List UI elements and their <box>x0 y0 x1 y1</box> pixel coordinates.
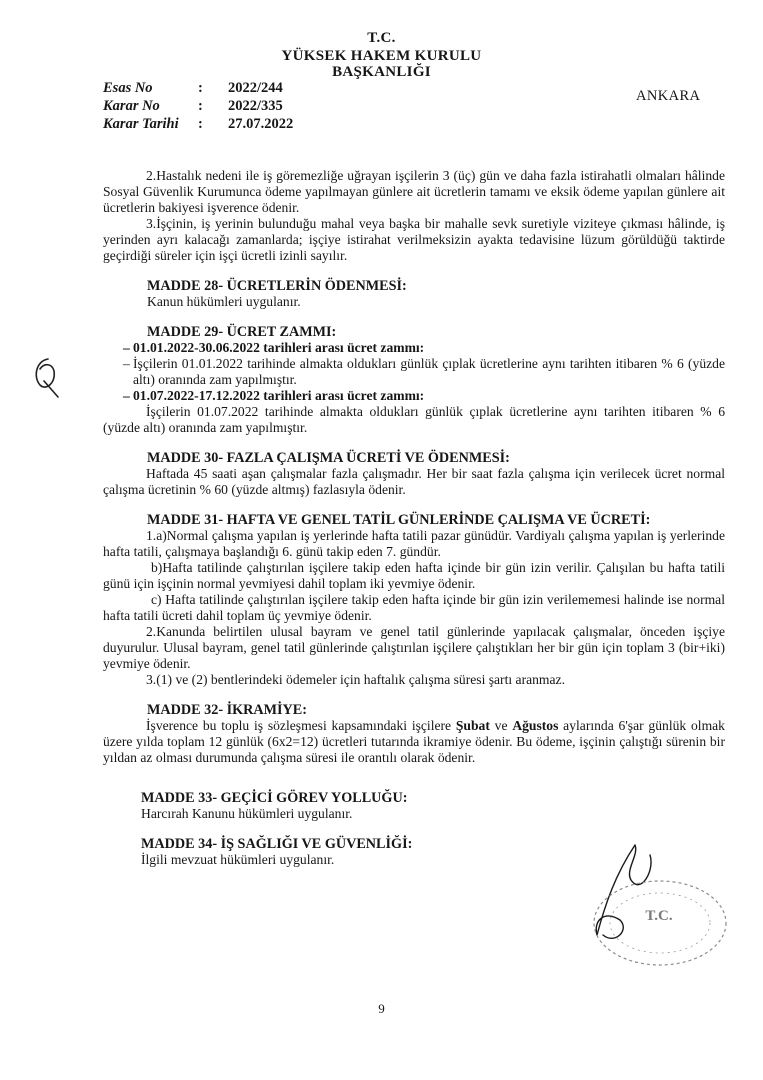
article-29-period-1: – 01.01.2022-30.06.2022 tarihleri arası ücret zammı: <box>103 340 725 356</box>
article-32-month-august: Ağustos <box>512 718 559 733</box>
city-name: ANKARA <box>636 88 701 104</box>
article-31-item-1b: b)Hafta tatilinde çalıştırılan işçilere takip eden hafta içinde bir gün izin verilir. Çalışılan bu hafta tatili günü için işçinin normal yevmiyesi dahil toplam iki yevmiye ödenir. <box>103 560 725 591</box>
margin-initial-mark <box>30 355 64 401</box>
article-31-item-3: 3.(1) ve (2) bentlerindeki ödemeler için haftalık çalışma süresi şartı aranmaz. <box>146 672 565 687</box>
meta-value: 2022/335 <box>228 98 283 114</box>
article-30-text: Haftada 45 saati aşan çalışmalar fazla çalışmadır. Her bir saat fazla çalışma için verilecek ücret normal çalışma ücretinin % 60 (yüzde altmış) fazlasıyla ödenir. <box>103 466 725 497</box>
article-34-text: İlgili mevzuat hükümleri uygulanır. <box>141 852 335 867</box>
article-30-title: MADDE 30- FAZLA ÇALIŞMA ÜCRETİ VE ÖDENMESİ: <box>147 450 510 466</box>
paragraph-illness: 2.Hastalık nedeni ile iş göremezliğe uğrayan işçilerin 3 (üç) gün ve daha fazla istirahatli olmaları hâlinde Sosyal Güvenlik Kurumunca ödeme yapılmayan günlere ait ücretlerin tamamı ve eksik ödeme yapılan günlere ait ücretlerin bakiyesi işverence ödenir. <box>103 168 725 215</box>
official-stamp <box>585 875 735 970</box>
article-29-raise-1: – İşçilerin 01.01.2022 tarihinde almakta oldukları günlük çıplak ücretlerine aynı tarihten itibaren % 6 (yüzde altı) oranında zam yapılmıştır. <box>103 356 725 388</box>
meta-label: Esas No <box>103 80 153 96</box>
article-31-item-1c: c) Hafta tatilinde çalıştırılan işçilere takip eden hafta içinde bir gün izin verilememesi halinde ise normal hafta tatili ücreti dahil toplam üç yevmiye ödenir. <box>103 592 725 623</box>
meta-colon: : <box>198 80 203 96</box>
article-32-text <box>103 718 725 766</box>
article-29-period-2: – 01.07.2022-17.12.2022 tarihleri arası ücret zammı: <box>103 388 725 404</box>
case-meta <box>103 79 293 133</box>
article-32-title: MADDE 32- İKRAMİYE: <box>147 702 307 718</box>
meta-colon: : <box>198 116 203 132</box>
header-department: BAŞKANLIĞI <box>332 64 431 80</box>
article-29-title: MADDE 29- ÜCRET ZAMMI: <box>147 324 337 340</box>
article-33-title: MADDE 33- GEÇİCİ GÖREV YOLLUĞU: <box>141 790 408 806</box>
meta-colon: : <box>198 98 203 114</box>
article-32-text-b: ve <box>489 718 513 733</box>
article-32-text-a: İşverence bu toplu iş sözleşmesi kapsamındaki işçilere <box>146 718 456 733</box>
page-number: 9 <box>378 1001 385 1016</box>
article-31-item-2: 2.Kanunda belirtilen ulusal bayram ve genel tatil günlerinde yapılacak çalışmalar, önceden işçiye duyurulur. Ulusal bayram, genel tatil günlerinde çalıştırılan işçilere çalıştıkları her bir gün için toplam 3 (bir+iki) yevmiye ödenir. <box>103 624 725 671</box>
article-34-title: MADDE 34- İŞ SAĞLIĞI VE GÜVENLİĞİ: <box>141 836 413 852</box>
article-28-title: MADDE 28- ÜCRETLERİN ÖDENMESİ: <box>147 278 407 294</box>
stamp-text: T.C. <box>645 908 673 924</box>
meta-row-esas <box>103 79 293 97</box>
article-31-title: MADDE 31- HAFTA VE GENEL TATİL GÜNLERİNDE ÇALIŞMA VE ÜCRETİ: <box>147 512 651 528</box>
article-32-month-february: Şubat <box>455 718 490 733</box>
article-28-text: Kanun hükümleri uygulanır. <box>147 294 301 309</box>
article-31-item-1a: 1.a)Normal çalışma yapılan iş yerlerinde hafta tatili pazar günüdür. Vardiyalı çalışma yapılan iş yerlerinde hafta tatili, çalışmaya başlandığı 6. günü takip eden 7. gündür. <box>103 528 725 559</box>
article-32-text-c: aylarında 6'şar günlük olmak üzere yılda toplam 12 günlük (6x2=12) ücretleri tutarında ikramiye ödenir. Bu ödeme, işçinin çalıştığı sürenin bir yıldan az olması durumunda çalışma süresi ile orantılı olarak ödenir. <box>103 718 725 765</box>
header-institution: YÜKSEK HAKEM KURULU <box>281 48 482 64</box>
meta-label: Karar No <box>103 98 160 114</box>
header-tc: T.C. <box>367 30 396 46</box>
meta-value: 2022/244 <box>228 80 283 96</box>
meta-row-karar-tarihi <box>103 115 293 133</box>
meta-row-karar <box>103 97 293 115</box>
paragraph-vizite: 3.İşçinin, iş yerinin bulunduğu mahal veya başka bir mahalle sevk suretiyle viziteye çıkması hâlinde, iş yerinden ayrı kalacağı zamanlarda; işçiye istirahat verilmeksizin ayakta tedavisine lüzum görüldüğü taktirde geçirdiği süreler için işçi ücretli izinli sayılır. <box>103 216 725 263</box>
meta-label: Karar Tarihi <box>103 116 179 132</box>
meta-value: 27.07.2022 <box>228 116 294 132</box>
article-33-text: Harcırah Kanunu hükümleri uygulanır. <box>141 806 353 821</box>
document-body <box>103 168 725 868</box>
article-29-raise-2: İşçilerin 01.07.2022 tarihinde almakta oldukları günlük çıplak ücretlerine aynı tarihten itibaren % 6 (yüzde altı) oranında zam yapılmıştır. <box>103 404 725 435</box>
